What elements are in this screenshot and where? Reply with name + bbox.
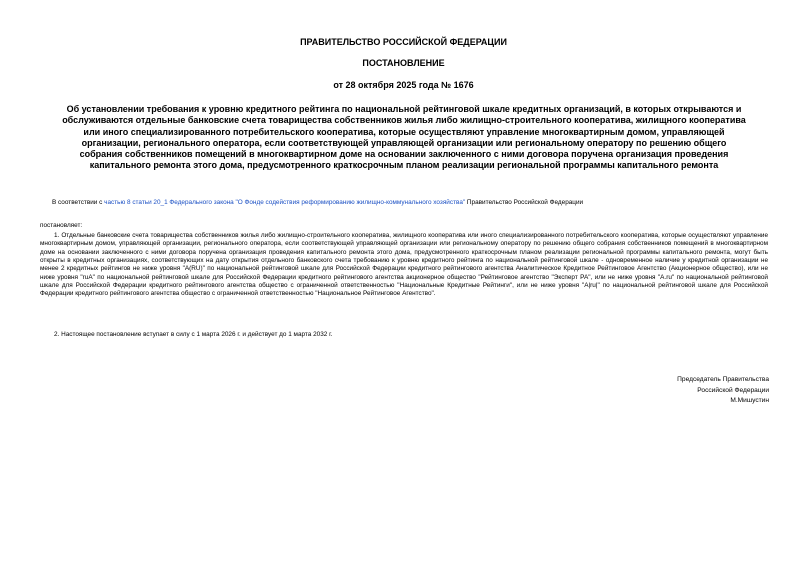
decree-word: постановляет: (40, 222, 83, 229)
preamble-start: В соответствии с (52, 199, 105, 206)
paragraph-2: 2. Настоящее постановление вступает в силу с 1 марта 2026 г. и действует до 1 марта 2032 г. (54, 331, 333, 338)
signature-position: Председатель Правительства (677, 376, 769, 383)
signature-block (677, 375, 769, 407)
document-type: ПОСТАНОВЛЕНИЕ (362, 58, 445, 68)
government-heading: ПРАВИТЕЛЬСТВО РОССИЙСКОЙ ФЕДЕРАЦИИ (300, 37, 507, 47)
preamble (52, 198, 752, 207)
preamble-end: Правительство Российской Федерации (465, 199, 584, 206)
signature-name: М.Мишустин (730, 397, 769, 404)
document-date-number: от 28 октября 2025 года № 1676 (333, 80, 474, 90)
paragraph-1: 1. Отдельные банковские счета товарищества собственников жилья либо жилищно-строительного кооператива, жилищного кооператива или иного специализированного потребительского кооператива, которые осуществляют управление многоквартирным домом, управляющей организации, регионального оператора, если соответствующей управляющей организации или региональному оператору по решению общего собрания собственников помещений в многоквартирном доме на основании заключенного с ними договора поручена организация проведения капитального ремонта этого дома, предусмотренного краткосрочным планом реализации региональной программы капитального ремонта, могут быть открыты в кредитных организациях, соответствующих на дату открытия отдельного банковского счета требованию к уровню кредитного рейтинга по национальной рейтинговой шкале - одновременное наличие у кредитной организации не менее 2 кредитных рейтингов не ниже уровня "A(RU)" по национальной рейтинговой шкале для Российской Федерации кредитного рейтингового агентства Аналитическое Кредитное Рейтинговое Агентство (Акционерное общество), или не ниже уровня "ruA" по национальной рейтинговой шкале для Российской Федерации кредитного рейтингового агентства акционерное общество "Рейтинговое агентство "Эксперт РА", или не ниже уровня "A.ru" по национальной рейтинговой шкале для Российской Федерации кредитного рейтингового агентства общество с ограниченной ответственностью "Национальные Кредитные Рейтинги", или не ниже уровня "A|ru|" по национальной рейтинговой шкале для Российской Федерации кредитного рейтингового агентства общество с ограниченной ответственностью "Национальное Рейтинговое Агентство". (40, 232, 768, 298)
law-reference-link[interactable]: частью 8 статьи 20_1 Федерального закона "О Фонде содействия реформированию жилищно-коммунального хозяйства" (104, 199, 466, 206)
document-title: Об установлении требования к уровню кредитного рейтинга по национальной рейтинговой шкале кредитных организаций, в которых открываются и обслуживаются отдельные банковские счета товарищества собственников жилья либо жилищно-строительного кооператива, жилищного кооператива или иного специализированного потребительского кооператива, которые осуществляют управление многоквартирным домом, управляющей организации, регионального оператора, если соответствующей управляющей организации или региональному оператору по решению общего собрания собственников помещений в многоквартирном доме на основании заключенного с ними договора поручена организация проведения капитального ремонта этого дома, предусмотренного краткосрочным планом реализации региональной программы капитального ремонта (62, 104, 746, 171)
signature-government: Российской Федерации (697, 386, 769, 394)
